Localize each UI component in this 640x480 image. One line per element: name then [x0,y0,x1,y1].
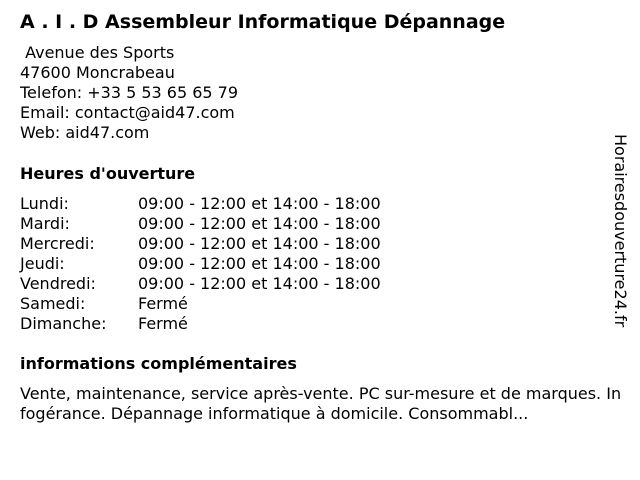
day-hours: Fermé [138,314,188,333]
day-hours: 09:00 - 12:00 et 14:00 - 18:00 [138,214,381,233]
hours-row-tuesday [20,214,381,234]
page-title: A . I . D Assembleur Informatique Dépannage [20,11,506,33]
address-street: Avenue des Sports [20,43,175,62]
day-label: Samedi: [20,294,86,313]
day-label: Mercredi: [20,234,95,253]
day-hours: Fermé [138,294,188,313]
hours-row-saturday [20,294,381,314]
hours-row-monday [20,194,381,214]
additional-info-heading: informations complémentaires [20,354,297,373]
additional-info-text: Vente, maintenance, service après-vente. PC sur-mesure et de marques. Infogérance. Dépannage informatique à domicile. Consommabl... [20,384,622,423]
day-hours: 09:00 - 12:00 et 14:00 - 18:00 [138,274,381,293]
day-label: Lundi: [20,194,69,213]
day-hours: 09:00 - 12:00 et 14:00 - 18:00 [138,234,381,253]
day-label: Jeudi: [20,254,65,273]
hours-row-wednesday [20,234,381,254]
day-label: Mardi: [20,214,70,233]
day-hours: 09:00 - 12:00 et 14:00 - 18:00 [138,194,381,213]
site-watermark [600,134,640,344]
hours-row-thursday [20,254,381,274]
day-hours: 09:00 - 12:00 et 14:00 - 18:00 [138,254,381,273]
opening-hours-table [20,194,381,334]
hours-row-sunday [20,314,381,334]
address-web: Web: aid47.com [20,123,150,142]
site-watermark-text: Horairesdouverture24.fr [611,134,630,328]
address-email: Email: contact@aid47.com [20,103,235,122]
address-city: 47600 Moncrabeau [20,63,175,82]
opening-hours-heading: Heures d'ouverture [20,164,196,183]
hours-row-friday [20,274,381,294]
address-phone: Telefon: +33 5 53 65 65 79 [20,83,239,102]
address-block [20,43,238,143]
day-label: Dimanche: [20,314,107,333]
day-label: Vendredi: [20,274,96,293]
